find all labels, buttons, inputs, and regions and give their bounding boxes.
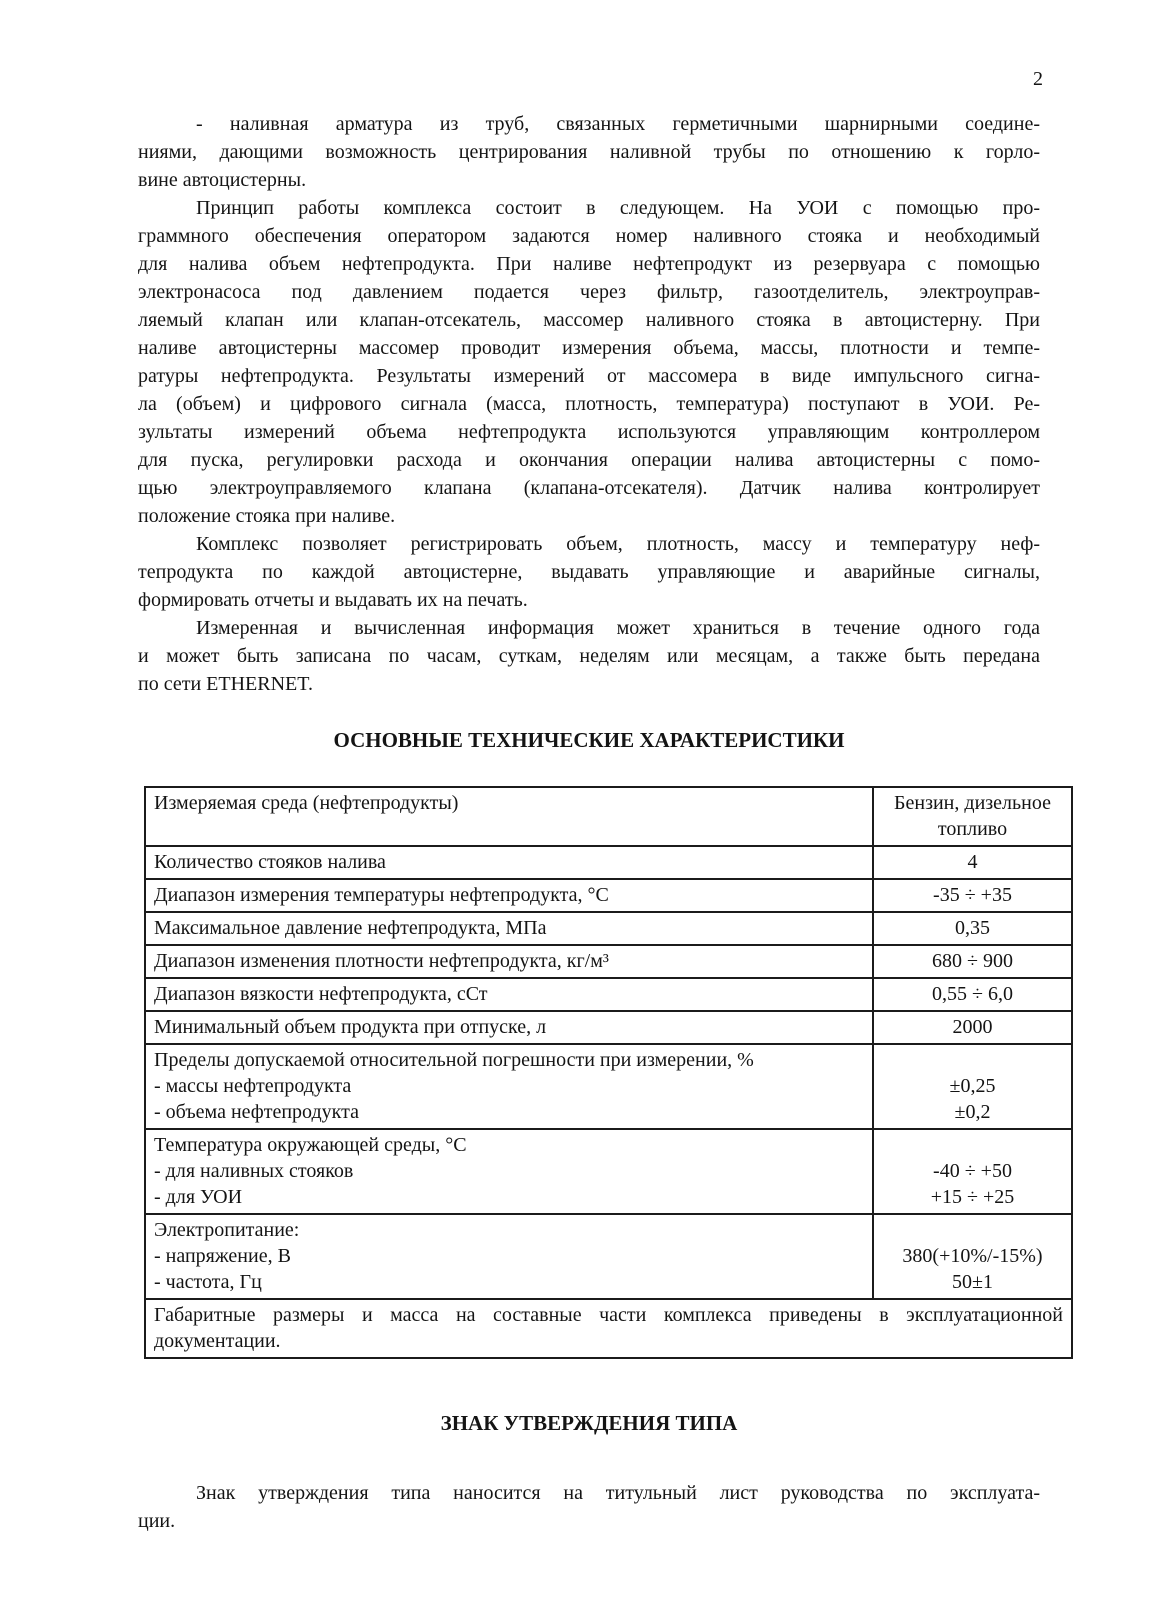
table-cell-label xyxy=(145,912,873,945)
text-line: 0,35 xyxy=(955,917,990,939)
text-line: зультаты измерений объема нефтепродукта используются управляющим контроллером xyxy=(138,421,1040,443)
text-line: -35 ÷ +35 xyxy=(933,884,1012,906)
table-cell-label xyxy=(145,978,873,1011)
text-line: Знак утверждения типа наносится на титульный лист руководства по эксплуата- xyxy=(196,1482,1040,1504)
text-line: 4 xyxy=(967,851,978,873)
page-number: 2 xyxy=(1033,68,1043,90)
spec-table xyxy=(144,786,1073,1359)
table-cell-value xyxy=(873,912,1072,945)
text-line: Измеренная и вычисленная информация может храниться в течение одного года xyxy=(196,617,1040,639)
section-heading-type-approval-mark: ЗНАК УТВЕРЖДЕНИЯ ТИПА xyxy=(440,1411,738,1435)
table-row-density-range xyxy=(145,945,1072,978)
text-line: тепродукта по каждой автоцистерне, выдавать управляющие и аварийные сигналы, xyxy=(138,561,1040,583)
paragraph-data-storage xyxy=(138,614,1040,698)
table-row-dimensions-note xyxy=(145,1299,1072,1358)
text-line: для пуска, регулировки расхода и окончания операции налива автоцистерны с помо- xyxy=(138,449,1040,471)
table-row-power-supply xyxy=(145,1214,1072,1299)
text-line: +15 ÷ +25 xyxy=(930,1186,1015,1208)
text-line: Измеряемая среда (нефтепродукты) xyxy=(154,792,459,814)
text-line: 680 ÷ 900 xyxy=(932,950,1013,972)
text-line: топливо xyxy=(937,818,1008,840)
document-content xyxy=(138,110,1063,1535)
text-line: Диапазон изменения плотности нефтепродукта, кг/м³ xyxy=(154,950,609,972)
text-line: положение стояка при наливе. xyxy=(138,505,396,527)
table-cell-value xyxy=(873,1214,1072,1299)
text-line: Температура окружающей среды, °С xyxy=(154,1134,467,1156)
table-row-viscosity-range xyxy=(145,978,1072,1011)
paragraph-type-approval xyxy=(138,1479,1040,1535)
text-line: Габаритные размеры и масса на составные части комплекса приведены в эксплуатационной xyxy=(154,1304,1063,1326)
table-cell-value xyxy=(873,787,1072,846)
text-line: Диапазон измерения температуры нефтепродукта, °С xyxy=(154,884,609,906)
text-line: Принцип работы комплекса состоит в следующем. На УОИ с помощью про- xyxy=(196,197,1040,219)
table-cell-label xyxy=(145,879,873,912)
table-cell-label xyxy=(145,1044,873,1129)
text-line: для налива объем нефтепродукта. При наливе нефтепродукт из резервуара с помощью xyxy=(138,253,1040,275)
table-cell-label xyxy=(145,1011,873,1044)
text-line: - для наливных стояков xyxy=(154,1160,354,1182)
text-line: - частота, Гц xyxy=(154,1271,262,1293)
text-line: электронасоса под давлением подается через фильтр, газоотделитель, электроуправ- xyxy=(138,281,1040,303)
text-line xyxy=(882,1217,1063,1243)
paragraph-complex-registration xyxy=(138,530,1040,614)
text-line: ляемый клапан или клапан-отсекатель, массомер наливного стояка в автоцистерну. При xyxy=(138,309,1040,331)
text-line: по сети ETHERNET. xyxy=(138,673,313,695)
table-row-min-volume xyxy=(145,1011,1072,1044)
table-cell-value xyxy=(873,945,1072,978)
text-line: документации. xyxy=(154,1330,281,1352)
text-line xyxy=(882,1132,1063,1158)
table-cell-value xyxy=(873,879,1072,912)
table-cell-value xyxy=(873,1011,1072,1044)
text-line: Электропитание: xyxy=(154,1219,300,1241)
table-cell-value xyxy=(873,846,1072,879)
text-line: Бензин, дизельное xyxy=(894,792,1051,814)
text-line: Максимальное давление нефтепродукта, МПа xyxy=(154,917,547,939)
table-cell-label xyxy=(145,945,873,978)
text-line: Комплекс позволяет регистрировать объем, плотность, массу и температуру неф- xyxy=(196,533,1040,555)
text-line: ла (объем) и цифрового сигнала (масса, плотность, температура) поступают в УОИ. Ре- xyxy=(138,393,1040,415)
text-line: Диапазон вязкости нефтепродукта, сСт xyxy=(154,983,488,1005)
text-line: формировать отчеты и выдавать их на печать. xyxy=(138,589,528,611)
text-line: и может быть записана по часам, суткам, неделям или месяцам, а также быть передана xyxy=(138,645,1040,667)
text-line: 2000 xyxy=(952,1016,993,1038)
table-cell-full-width xyxy=(145,1299,1072,1358)
text-line: - наливная арматура из труб, связанных герметичными шарнирными соедине- xyxy=(196,113,1040,135)
text-line: Пределы допускаемой относительной погрешности при измерении, % xyxy=(154,1049,754,1071)
text-line: наливе автоцистерны массомер проводит измерения объема, массы, плотности и темпе- xyxy=(138,337,1040,359)
table-cell-label xyxy=(145,846,873,879)
paragraph-filling-equipment xyxy=(138,110,1040,194)
text-line: граммного обеспечения оператором задаются номер наливного стояка и необходимый xyxy=(138,225,1040,247)
text-line: 380(+10%/-15%) xyxy=(902,1245,1043,1267)
text-line: ниями, дающими возможность центрирования наливной трубы по отношению к горло- xyxy=(138,141,1040,163)
text-line: 0,55 ÷ 6,0 xyxy=(932,983,1013,1005)
text-line: - массы нефтепродукта xyxy=(154,1075,352,1097)
text-line: - напряжение, В xyxy=(154,1245,291,1267)
table-row-max-pressure xyxy=(145,912,1072,945)
text-line: -40 ÷ +50 xyxy=(933,1160,1012,1182)
text-line: Количество стояков налива xyxy=(154,851,386,873)
text-line: ±0,2 xyxy=(954,1101,991,1123)
text-line: - объема нефтепродукта xyxy=(154,1101,359,1123)
table-cell-value xyxy=(873,978,1072,1011)
table-cell-label xyxy=(145,1129,873,1214)
text-line: щью электроуправляемого клапана (клапана-отсекателя). Датчик налива контролирует xyxy=(138,477,1040,499)
section-heading-technical-characteristics: ОСНОВНЫЕ ТЕХНИЧЕСКИЕ ХАРАКТЕРИСТИКИ xyxy=(333,728,845,752)
text-line: 50±1 xyxy=(952,1271,993,1293)
table-row-ambient-temperature xyxy=(145,1129,1072,1214)
table-row-measured-medium xyxy=(145,787,1072,846)
table-row-riser-count xyxy=(145,846,1072,879)
table-cell-label xyxy=(145,1214,873,1299)
table-cell-value xyxy=(873,1044,1072,1129)
text-line: ±0,25 xyxy=(949,1075,996,1097)
table-row-error-limits xyxy=(145,1044,1072,1129)
paragraph-operating-principle xyxy=(138,194,1040,530)
table-cell-value xyxy=(873,1129,1072,1214)
text-line: ратуры нефтепродукта. Результаты измерений от массомера в виде импульсного сигна- xyxy=(138,365,1040,387)
text-line xyxy=(882,1047,1063,1073)
text-line: ции. xyxy=(138,1510,176,1532)
text-line: Минимальный объем продукта при отпуске, л xyxy=(154,1016,547,1038)
text-line: вине автоцистерны. xyxy=(138,169,307,191)
table-row-temperature-range xyxy=(145,879,1072,912)
text-line: - для УОИ xyxy=(154,1186,243,1208)
table-cell-label xyxy=(145,787,873,846)
